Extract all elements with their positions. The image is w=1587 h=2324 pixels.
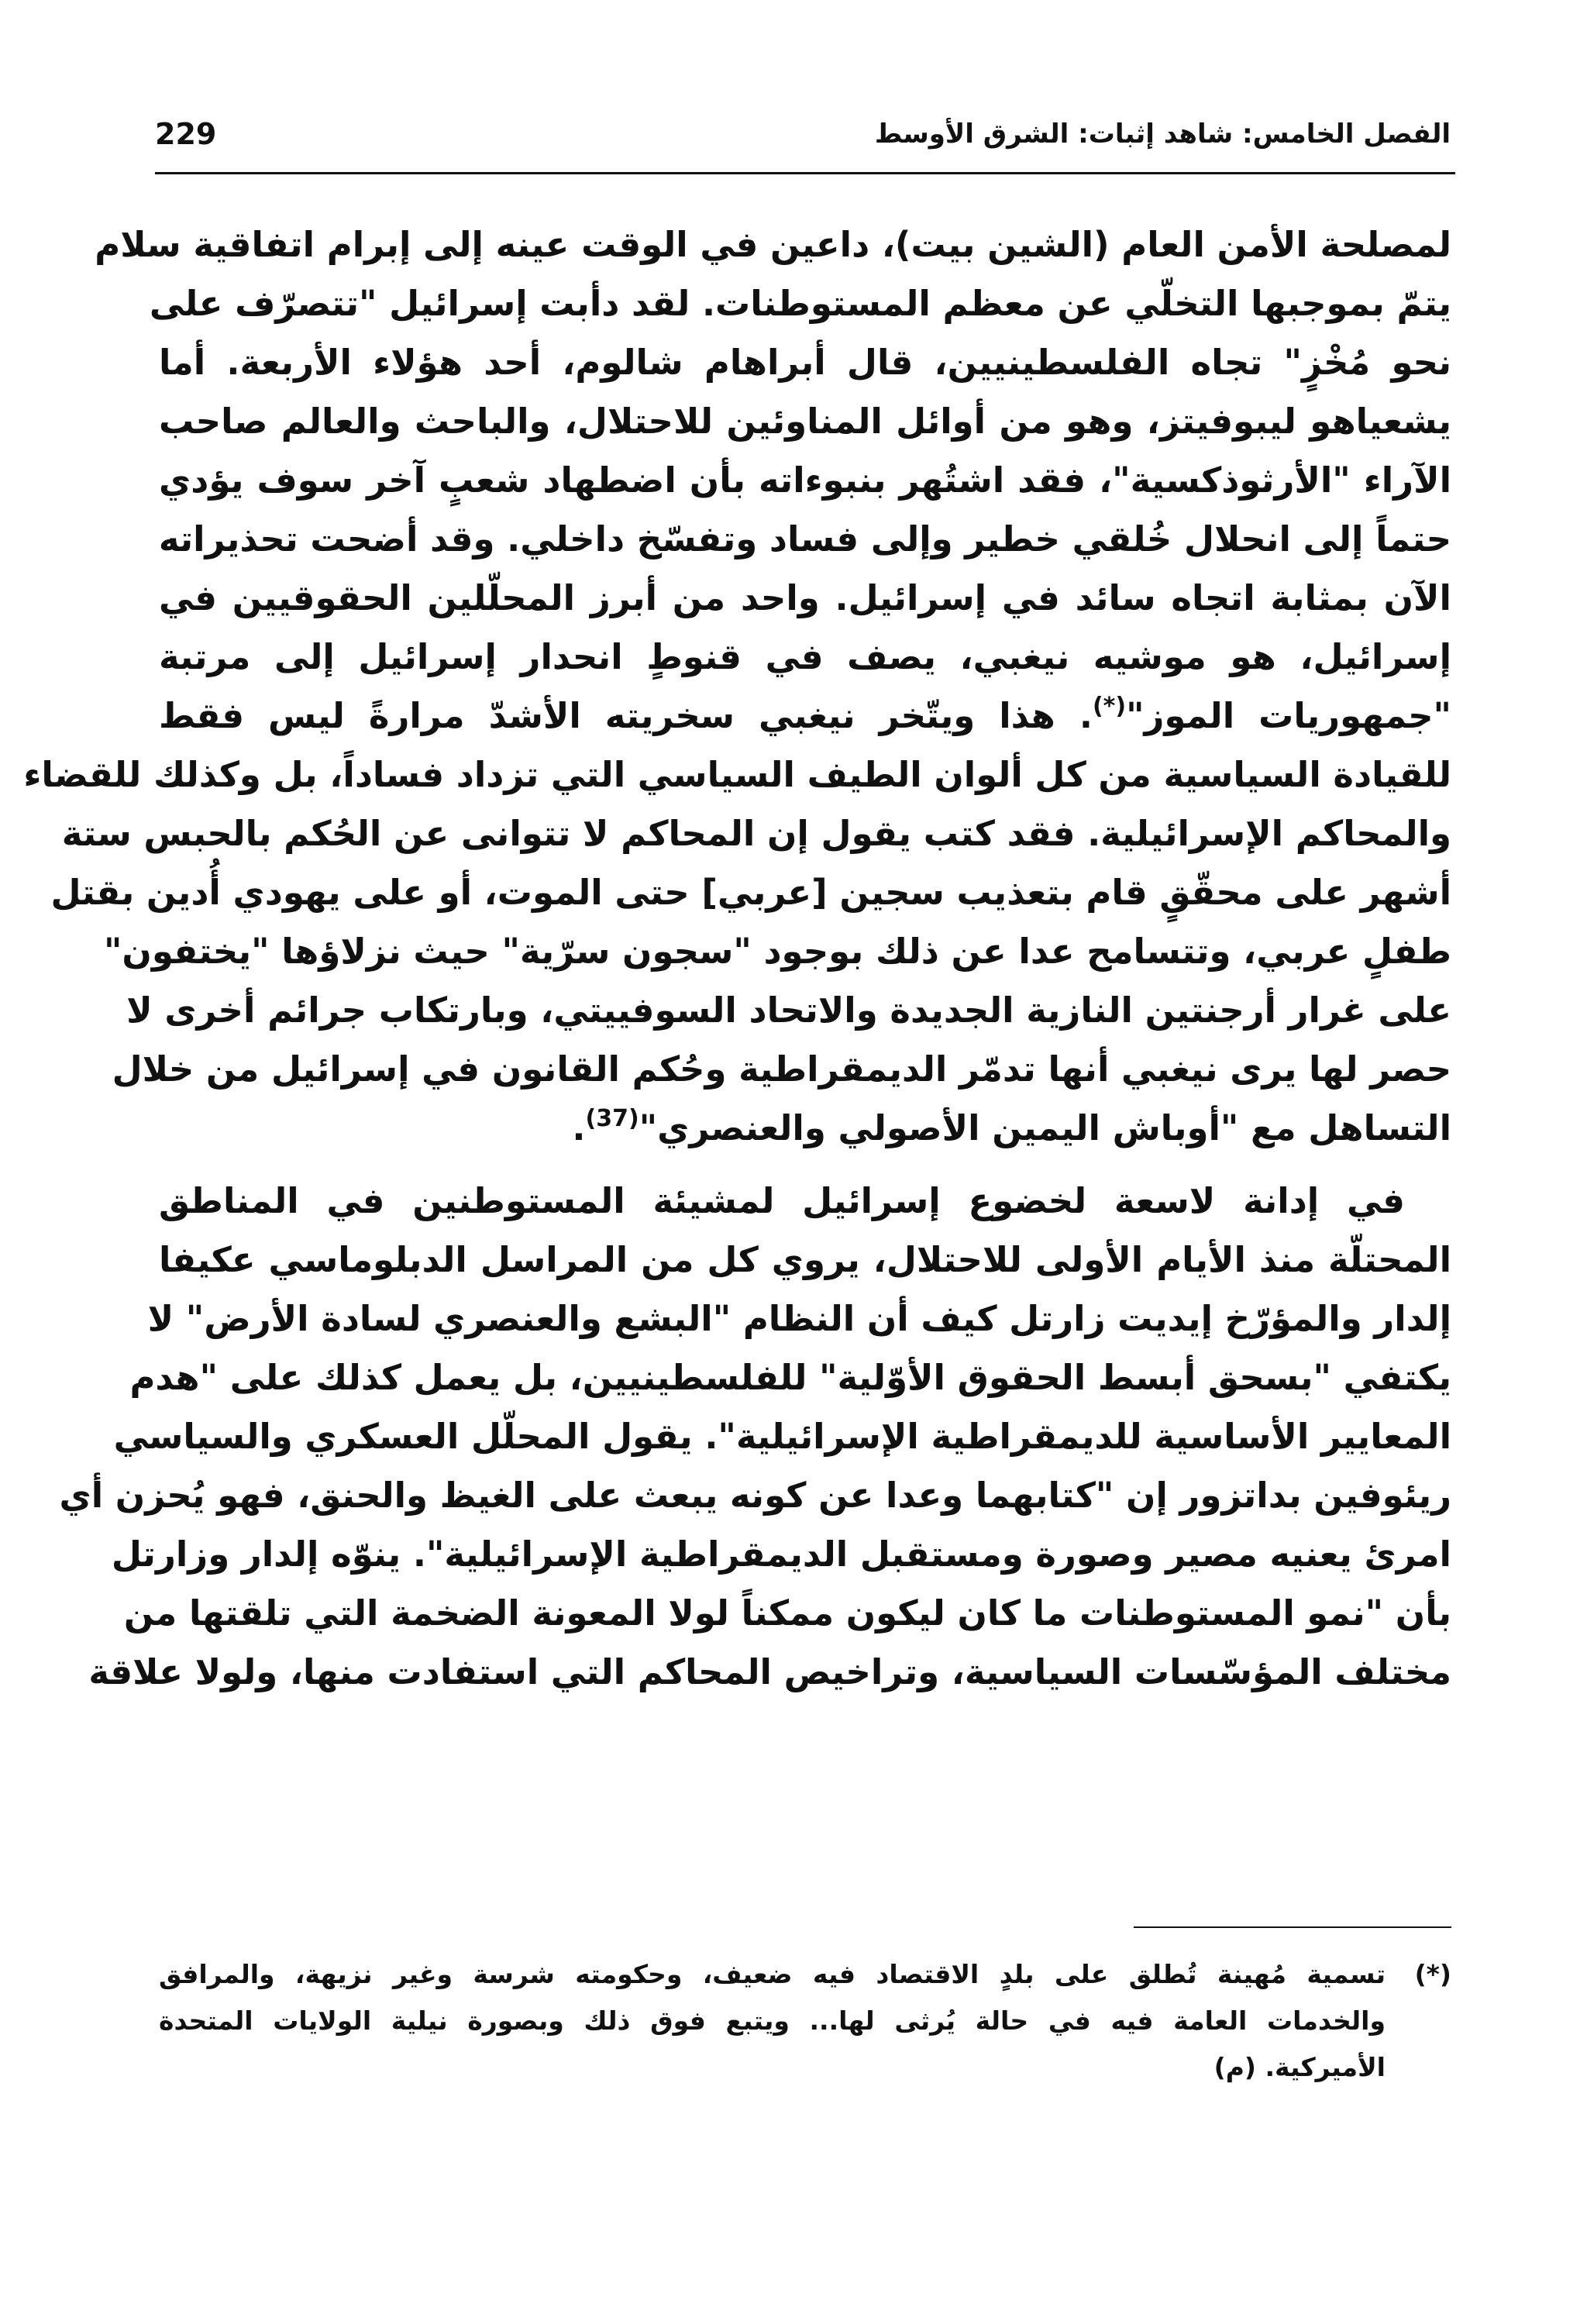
body-line: أشهر على محقّقٍ قام بتعذيب سجين [عربي] حتى الموت، أو على يهودي أُدين بقتل xyxy=(50,872,1451,913)
body-line: طفلٍ عربي، وتتسامح عدا عن ذلك بوجود "سجون سرّية" حيث نزلاؤها "يختفون" xyxy=(103,931,1451,972)
body-line: امرئ يعنيه مصير وصورة ومستقبل الديمقراطية الإسرائيلية". ينوّه إلدار وزارتل xyxy=(111,1534,1451,1575)
body-line: لمصلحة الأمن العام (الشين بيت)، داعين في الوقت عينه إلى إبرام اتفاقية سلام xyxy=(95,224,1451,265)
body-line: مختلف المؤسّسات السياسية، وتراخيص المحاكم التي استفادت منها، ولولا علاقة xyxy=(88,1651,1451,1692)
body-line: بأن "نمو المستوطنات ما كان ليكون ممكناً لولا المعونة الضخمة التي تلقتها من xyxy=(123,1592,1451,1634)
body-line: على غرار أرجنتين النازية الجديدة والاتحاد السوفييتي، وبارتكاب جرائم أخرى لا xyxy=(126,990,1451,1031)
page-number: 229 xyxy=(155,117,217,151)
body-text xyxy=(23,215,1451,1702)
body-line: يشعياهو ليبوفيتز، وهو من أوائل المناوئين للاحتلال، والباحث والعالم صاحب xyxy=(159,401,1451,442)
paragraph-gap xyxy=(159,1158,1451,1172)
body-line: ريئوفين بداتزور إن "كتابهما وعدا عن كونه يبعث على الغيظ والحنق، فهو يُحزن أي xyxy=(59,1475,1451,1516)
footnote-line: والخدمات العامة فيه في حالة يُرثى لها... ويتبع فوق ذلك وبصورة نيلية الولايات المتحدة xyxy=(159,2006,1386,2036)
body-line: المعايير الأساسية للديمقراطية الإسرائيلية". يقول المحلّل العسكري والسياسي xyxy=(113,1416,1451,1457)
page-header xyxy=(155,107,1451,161)
footnote-line: الأميركية. (م) xyxy=(1213,2052,1386,2082)
footnote-rule xyxy=(1134,1926,1451,1928)
footnote-ref-star: (*) xyxy=(1092,693,1127,720)
body-line: والمحاكم الإسرائيلية. فقد كتب يقول إن المحاكم لا تتوانى عن الحُكم بالحبس ستة xyxy=(61,813,1451,854)
footnote-marker: (*) xyxy=(1414,1959,1451,1989)
footnote-line: تسمية مُهينة تُطلق على بلدٍ الاقتصاد فيه ضعيف، وحكومته شرسة وغير نزيهة، والمرافق xyxy=(159,1959,1386,1989)
citation-ref-37: (37) xyxy=(585,1105,639,1132)
body-line: الآن بمثابة اتجاه سائد في إسرائيل. واحد من أبرز المحلّلين الحقوقيين في xyxy=(159,577,1451,618)
body-line-text: التساهل مع "أوباش اليمين الأصولي والعنصري" xyxy=(639,1107,1451,1148)
footnote xyxy=(159,1951,1451,2091)
body-line-with-footnote-ref xyxy=(159,687,1451,745)
body-line-text: "جمهوريات الموز" xyxy=(1126,695,1451,736)
footnote-body xyxy=(159,1951,1386,2091)
body-line: الآراء "الأرثوذكسية"، فقد اشتُهر بنبوءاته بأن اضطهاد شعبٍ آخر سوف يؤدي xyxy=(159,460,1451,501)
body-line: إسرائيل، هو موشيه نيغبي، يصف في قنوطٍ انحدار إسرائيل إلى مرتبة xyxy=(159,636,1451,677)
body-line-text: . هذا ويتّخر نيغبي سخريته الأشدّ مرارةً ليس فقط xyxy=(159,695,1093,736)
body-line: إلدار والمؤرّخ إيديت زارتل كيف أن النظام "البشع والعنصري لسادة الأرض" لا xyxy=(147,1298,1451,1339)
body-line: حتماً إلى انحلال خُلقي خطير وإلى فساد وتفسّخ داخلي. وقد أضحت تحذيراته xyxy=(158,518,1451,559)
header-rule xyxy=(155,172,1455,174)
body-line: حصر لها يرى نيغبي أنها تدمّر الديمقراطية وحُكم القانون في إسرائيل من خلال xyxy=(112,1048,1451,1090)
body-line: يتمّ بموجبها التخلّي عن معظم المستوطنات. لقد دأبت إسرائيل "تتصرّف على xyxy=(149,283,1451,324)
sentence-period: . xyxy=(572,1107,586,1148)
body-line: المحتلّة منذ الأيام الأولى للاحتلال، يروي كل من المراسل الدبلوماسي عكيفا xyxy=(159,1239,1451,1280)
body-line: للقيادة السياسية من كل ألوان الطيف السياسي التي تزداد فساداً، بل وكذلك للقضاء xyxy=(23,754,1451,795)
body-line: يكتفي "بسحق أبسط الحقوق الأوّلية" للفلسطينيين، بل يعمل كذلك على "هدم xyxy=(129,1357,1451,1398)
body-line-with-citation xyxy=(159,1099,1451,1158)
running-head: الفصل الخامس: شاهد إثبات: الشرق الأوسط xyxy=(874,119,1451,150)
footnotes xyxy=(159,1951,1451,2091)
body-line: نحو مُخْزٍ" تجاه الفلسطينيين، قال أبراهام شالوم، أحد هؤلاء الأربعة. أما xyxy=(159,342,1451,383)
body-line: في إدانة لاسعة لخضوع إسرائيل لمشيئة المستوطنين في المناطق xyxy=(159,1180,1405,1221)
